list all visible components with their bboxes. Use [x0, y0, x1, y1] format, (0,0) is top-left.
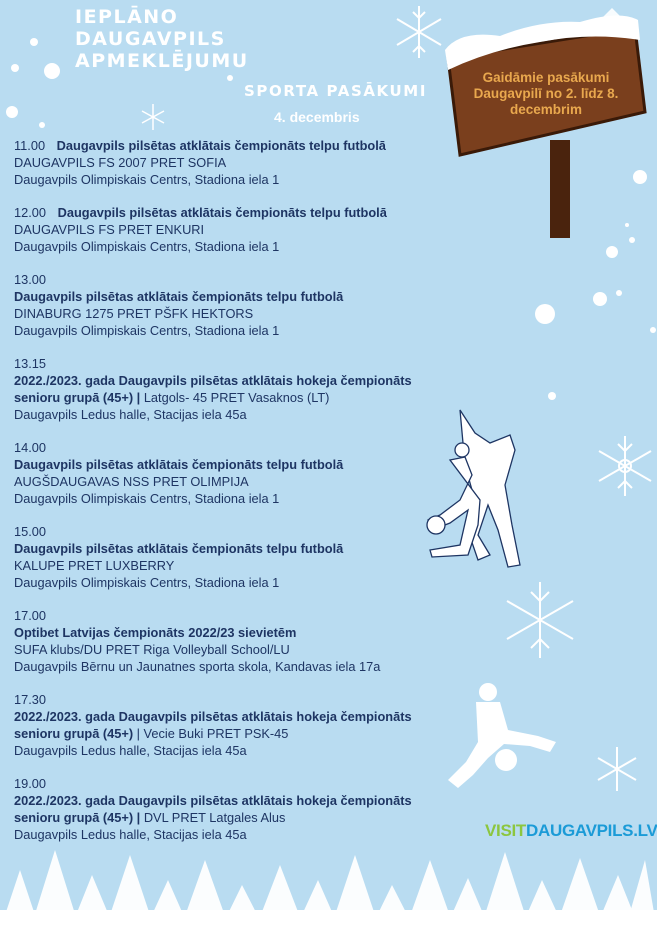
- event-time: 17.00: [14, 608, 47, 623]
- event-venue: Daugavpils Ledus halle, Stacijas iela 45a: [14, 407, 247, 422]
- jumping-player-illustration: [438, 680, 558, 790]
- event-item: [14, 691, 454, 759]
- event-title: Optibet Latvijas čempionāts 2022/23 sievietēm: [14, 625, 297, 640]
- event-venue: Daugavpils Olimpiskais Centrs, Stadiona iela 1: [14, 575, 280, 590]
- event-time: 13.00: [14, 272, 47, 287]
- event-title-cont: senioru grupā (45+): [14, 726, 134, 741]
- snowflake-icon: [592, 744, 642, 794]
- event-match: DAUGAVPILS FS PRET ENKURI: [14, 222, 205, 237]
- event-venue: Daugavpils Olimpiskais Centrs, Stadiona iela 1: [14, 491, 280, 506]
- event-match: KALUPE PRET LUXBERRY: [14, 558, 175, 573]
- event-item: [14, 204, 454, 255]
- event-title: 2022./2023. gada Daugavpils pilsētas atklātais hokeja čempionāts: [14, 373, 412, 388]
- snowflake-icon: [138, 102, 168, 132]
- event-venue: Daugavpils Olimpiskais Centrs, Stadiona iela 1: [14, 172, 280, 187]
- event-item: [14, 775, 454, 843]
- event-time: 17.30: [14, 692, 47, 707]
- snowflake-icon: [498, 578, 582, 662]
- event-list: [14, 137, 454, 843]
- title-line: APMEKLĒJUMU: [75, 50, 249, 72]
- event-time: 14.00: [14, 440, 47, 455]
- snowflake-icon: [592, 433, 657, 499]
- event-item: [14, 355, 454, 423]
- section-title: SPORTA PASĀKUMI: [244, 82, 428, 100]
- event-item: [14, 439, 454, 507]
- event-title: Daugavpils pilsētas atklātais čempionāts telpu futbolā: [14, 457, 344, 472]
- event-venue: Daugavpils Olimpiskais Centrs, Stadiona iela 1: [14, 323, 280, 338]
- event-title: 2022./2023. gada Daugavpils pilsētas atklātais hokeja čempionāts: [14, 793, 412, 808]
- event-time: 19.00: [14, 776, 47, 791]
- snowy-trees-footer: [0, 840, 657, 930]
- event-match: SUFA klubs/DU PRET Riga Volleyball School/LU: [14, 642, 290, 657]
- event-venue: Daugavpils Olimpiskais Centrs, Stadiona iela 1: [14, 239, 280, 254]
- event-venue: Daugavpils Bērnu un Jaunatnes sporta skola, Kandavas iela 17a: [14, 659, 381, 674]
- event-title: 2022./2023. gada Daugavpils pilsētas atklātais hokeja čempionāts: [14, 709, 412, 724]
- basketball-players-illustration: [420, 405, 530, 575]
- event-time: 15.00: [14, 524, 47, 539]
- logo-part-visit: VISIT: [485, 821, 527, 840]
- title-line: IEPLĀNO: [75, 6, 179, 28]
- date-heading: 4. decembris: [274, 109, 360, 125]
- visit-daugavpils-logo[interactable]: [485, 821, 657, 841]
- event-item: [14, 607, 454, 675]
- wooden-sign-illustration: [440, 0, 650, 240]
- event-match: AUGŠDAUGAVAS NSS PRET OLIMPIJA: [14, 474, 249, 489]
- event-title: Daugavpils pilsētas atklātais čempionāts telpu futbolā: [14, 289, 344, 304]
- event-item: [14, 523, 454, 591]
- event-match: DAUGAVPILS FS 2007 PRET SOFIA: [14, 155, 227, 170]
- event-item: [14, 271, 454, 339]
- event-item: [14, 137, 454, 188]
- event-title-cont: senioru grupā (45+) |: [14, 810, 141, 825]
- event-title: Daugavpils pilsētas atklātais čempionāts telpu futbolā: [56, 138, 386, 153]
- sign-text: Gaidāmie pasākumi Daugavpilī no 2. līdz 8. decembrim: [473, 70, 619, 117]
- event-time: 12.00: [14, 205, 47, 220]
- event-venue: Daugavpils Ledus halle, Stacijas iela 45a: [14, 743, 247, 758]
- title-line: DAUGAVPILS: [75, 28, 226, 50]
- page-title: [75, 6, 249, 72]
- event-title: Daugavpils pilsētas atklātais čempionāts telpu futbolā: [57, 205, 387, 220]
- event-time: 13.15: [14, 356, 47, 371]
- event-venue: Daugavpils Ledus halle, Stacijas iela 45a: [14, 827, 247, 842]
- logo-part-domain: DAUGAVPILS.LV: [526, 821, 657, 840]
- event-match: | Vecie Buki PRET PSK-45: [136, 726, 289, 741]
- event-match: DVL PRET Latgales Alus: [143, 810, 286, 825]
- event-title-cont: senioru grupā (45+) |: [14, 390, 141, 405]
- event-match: DINABURG 1275 PRET PŠFK HEKTORS: [14, 306, 254, 321]
- event-time: 11.00: [14, 138, 46, 153]
- event-title: Daugavpils pilsētas atklātais čempionāts telpu futbolā: [14, 541, 344, 556]
- event-match: Latgols- 45 PRET Vasaknos (LT): [143, 390, 330, 405]
